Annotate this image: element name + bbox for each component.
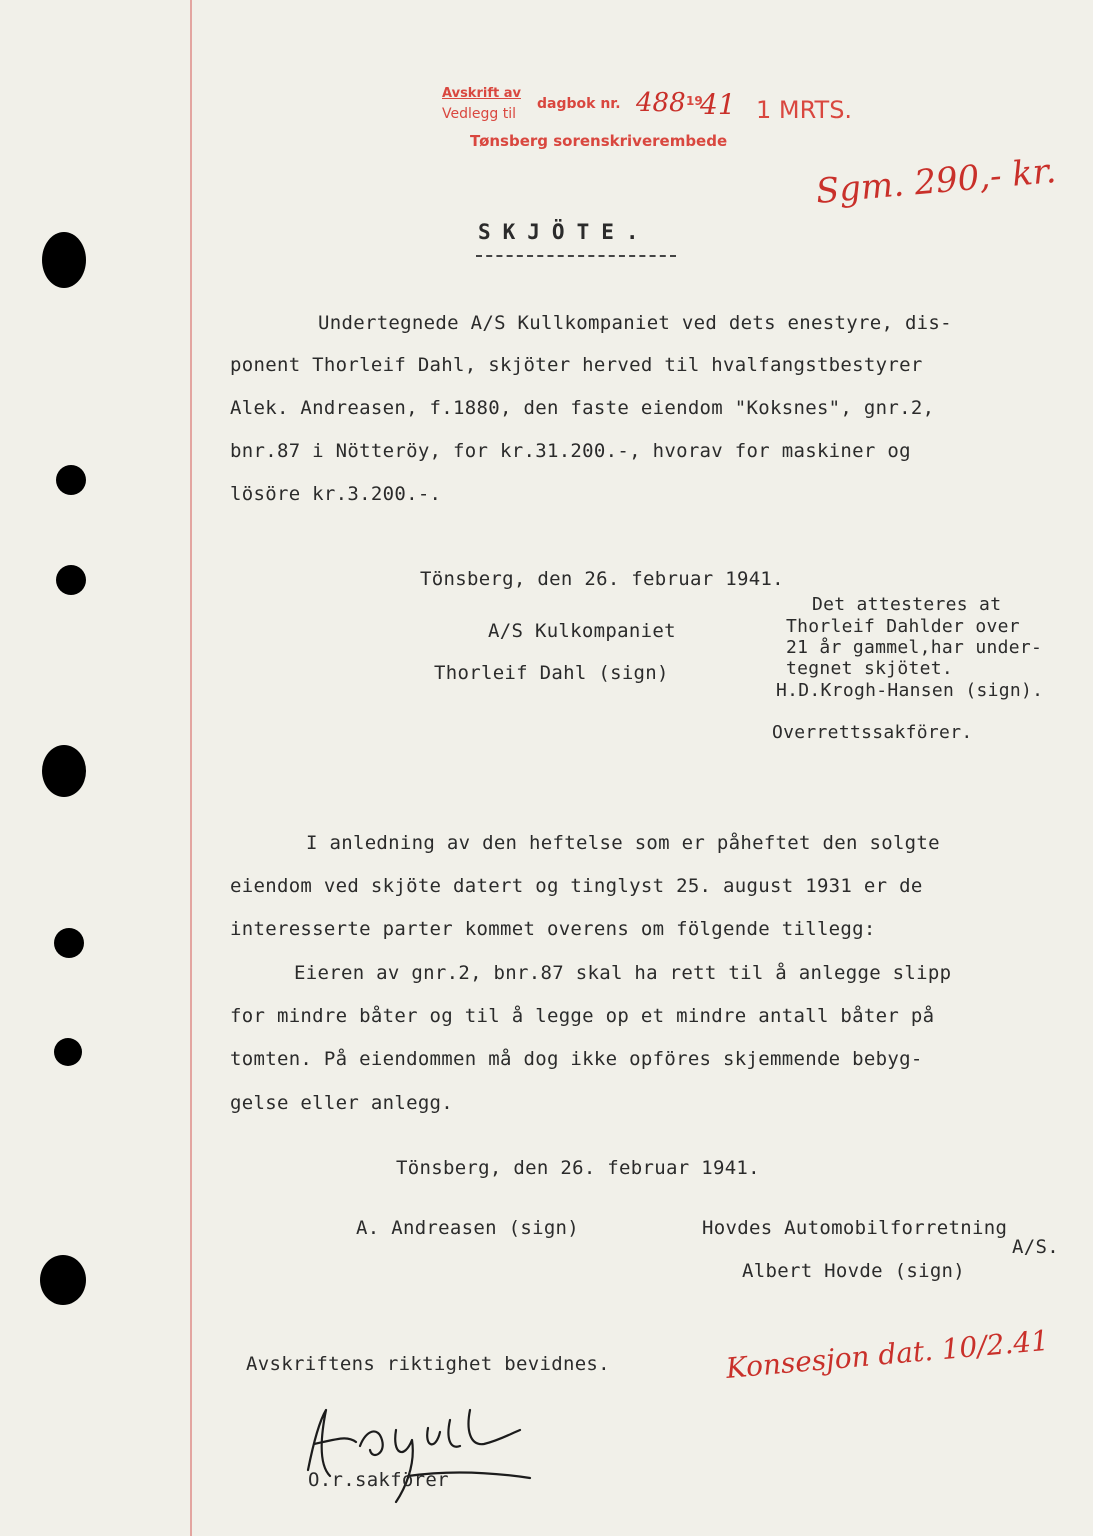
- text-line: for mindre båter og til å legge op et mindre antall båter på: [230, 1005, 935, 1027]
- text-line: Alek. Andreasen, f.1880, den faste eiendom "Koksnes", gnr.2,: [230, 397, 935, 419]
- text-line: interesserte parter kommet overens om fölgende tillegg:: [230, 918, 876, 940]
- fee-note: Sgm. 290,- kr.: [814, 151, 1058, 212]
- stamp-line3: dagbok nr.: [537, 96, 621, 112]
- stamp-year-prefix: 19: [686, 94, 703, 108]
- stamp-date: 1 MRTS.: [756, 96, 853, 124]
- margin-line: [190, 0, 192, 1536]
- punch-hole: [56, 565, 86, 595]
- attestation-line: H.D.Krogh-Hansen (sign).: [776, 680, 1044, 701]
- text-line: ponent Thorleif Dahl, skjöter herved til hvalfangstbestyrer: [230, 354, 923, 376]
- text-line: bnr.87 i Nötteröy, for kr.31.200.-, hvorav for maskiner og: [230, 440, 911, 462]
- punch-hole: [54, 1038, 82, 1066]
- punch-hole: [54, 928, 84, 958]
- signer-name: Albert Hovde (sign): [742, 1260, 966, 1282]
- attestation-title: Overrettssakförer.: [772, 722, 973, 743]
- stamp-line2: Vedlegg til: [442, 106, 516, 122]
- attestation-line: 21 år gammel,har under-: [786, 637, 1043, 658]
- stamp-number: 488: [636, 88, 686, 118]
- place-date: Tönsberg, den 26. februar 1941.: [396, 1157, 760, 1179]
- text-line: tomten. På eiendommen må dog ikke opföres skjemmende bebyg-: [230, 1048, 923, 1070]
- attestation-line: Thorleif Dahlder over: [786, 616, 1020, 637]
- text-line: Undertegnede A/S Kullkompaniet ved dets enestyre, dis-: [318, 312, 952, 334]
- signer-name: A. Andreasen (sign): [356, 1217, 580, 1239]
- text-line: gelse eller anlegg.: [230, 1092, 454, 1114]
- text-line: eiendom ved skjöte datert og tinglyst 25. august 1931 er de: [230, 875, 923, 897]
- punch-hole: [40, 1255, 86, 1305]
- punch-hole: [42, 232, 86, 288]
- title-underline: [476, 255, 676, 257]
- handwritten-signature: [300, 1390, 560, 1510]
- signer-company-suffix: A/S.: [1012, 1236, 1059, 1258]
- text-line: lösöre kr.3.200.-.: [230, 483, 442, 505]
- signature-title: O.r.sakförer: [308, 1469, 449, 1491]
- punch-hole: [42, 745, 86, 797]
- text-line: I anledning av den heftelse som er påheftet den solgte: [306, 832, 940, 854]
- stamp-office: Tønsberg sorenskriverembede: [470, 132, 728, 150]
- certification-line: Avskriftens riktighet bevidnes.: [246, 1353, 610, 1375]
- punch-hole: [56, 465, 86, 495]
- place-date: Tönsberg, den 26. februar 1941.: [420, 568, 784, 590]
- document-title: SKJÖTE.: [478, 220, 651, 244]
- text-line: Eieren av gnr.2, bnr.87 skal ha rett til å anlegge slipp: [294, 962, 952, 984]
- stamp-line1: Avskrift av: [442, 86, 521, 101]
- concession-note: Konsesjon dat. 10/2.41: [724, 1323, 1051, 1385]
- stamp-year-suffix: 41: [700, 88, 736, 121]
- signer-company: A/S Kulkompaniet: [488, 620, 676, 642]
- attestation-line: Det attesteres at: [812, 594, 1002, 615]
- signer-name: Thorleif Dahl (sign): [434, 662, 669, 684]
- signer-company: Hovdes Automobilforretning: [702, 1217, 1008, 1239]
- attestation-line: tegnet skjötet.: [786, 658, 954, 679]
